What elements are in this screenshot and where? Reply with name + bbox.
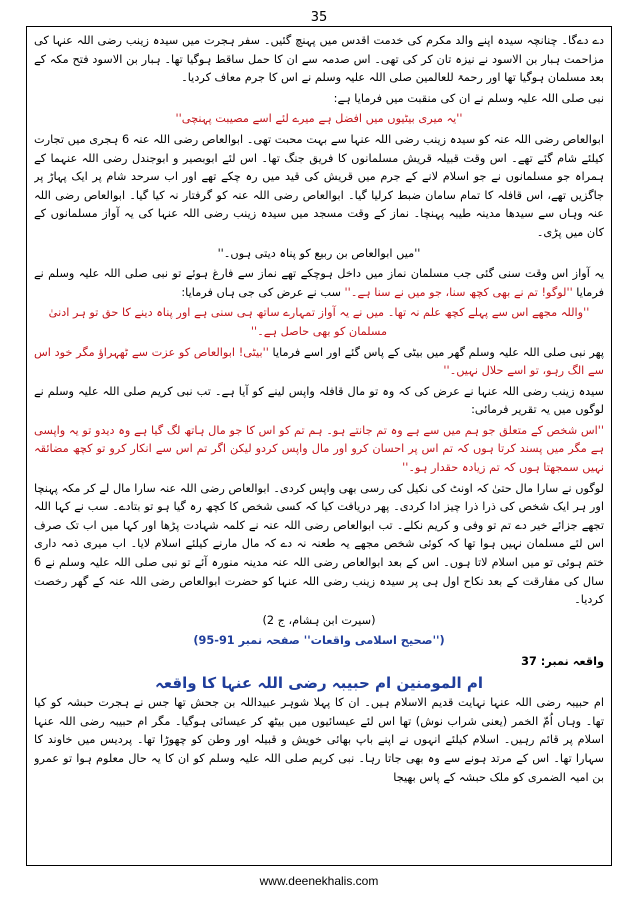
page-number: 35: [310, 10, 328, 25]
paragraph-abul-aas-islam: لوگوں نے سارا مال حتیٰ کہ اونٹ کی نکیل کی رسی بھی واپس کردی۔ ابوالعاص رضی اللہ عنہ سارا مال لے کر مکہ پہنچا اور ہر ایک شخص کی ذرا ذرا چیز ادا کردی۔ پھر دریافت کیا کہ کسی شخص کا کچھ رہ گیا ہو تو بتادے۔ سب نے کہا اللہ تجھے جزائے خیر دے تم تو وفی و کریم نکلے۔ تب ابوالعاص رضی اللہ عنہ نے کلمہ شہادت پڑھا اور کہا میں اب تک صرف اس لئے مسلمان نہیں ہوا تھا کہ کوئی شخص مجھے یہ طعنہ نہ دے کہ مال مارنے کیلئے اسلام لایا۔ اب میری ذمہ داری ختم ہوئی تو میں اسلام لاتا ہوں۔ اس کے بعد ابوالعاص رضی اللہ عنہ مدینہ منورہ آئے تو نبی صلی اللہ علیہ وسلم نے 6 سال کی مفارقت کے بعد نکاح اول ہی پر سیدہ زینب رضی اللہ عنہا کو حضرت ابوالعاص رضی اللہ عنہ کے گھر رخصت کردیا۔: [34, 481, 604, 607]
hadith-quote-speech: ''اس شخص کے متعلق جو ہم میں سے ہے وہ تم جانتے ہو۔ ہم تم کو اس کا جو مال ہاتھ لگ گیا ہے وہ دیدو تو یہ واپسی ہے مگر میں پسند کرتا ہوں کہ تم اس پر احسان کرو اور مال واپس کردو لیکن اگر تم اس سے انکار کرو تو کچھ مضائقہ نہیں سمجھتا ہوں کہ تم زیادہ حقدار ہو۔'': [34, 423, 604, 475]
para5-text-a: پھر نبی صلی اللہ علیہ وسلم گھر میں بیٹی کے پاس گئے اور اسے فرمایا: [268, 345, 604, 359]
incident-number: واقعہ نمبر: 37: [521, 655, 604, 668]
article-body: [34, 32, 604, 860]
para5-red-quote: ''بیٹی! ابوالعاص کو عزت سے ٹھہراؤ مگر خود اس سے الگ رہو، تو اسے حلال نہیں۔'': [34, 345, 604, 378]
paragraph-zainab-hijrah: دے دےگا۔ چنانچہ سیدہ اپنے والد مکرم کی خدمت اقدس میں پہنچ گئیں۔ سفر ہجرت میں سیدہ زینب رضی اللہ عنہا کی مزاحمت ہبار بن الاسود نے نیزہ تان کر کی تھی۔ اس صدمہ سے ان کا حمل ساقط ہوگیا تھا۔ ہبار بن الاسود فتح مکہ کے بعد مسلمان ہوگیا تھا اور رحمۃ للعالمین صلی اللہ علیہ وسلم نے اس کا جرم معاف کردیا۔: [34, 34, 604, 85]
paragraph-abul-aas-caravan: ابوالعاص رضی اللہ عنہ کو سیدہ زینب رضی اللہ عنہا سے بہت محبت تھی۔ ابوالعاص رضی اللہ عنہ 6 ہجری میں تجارت کیلئے شام گئے تھے۔ اس وقت قبیلہ قریش مسلمانوں کا فریق جنگ تھا۔ اس لئے ابوبصیر و ابوجندل رضی اللہ عنہما کے ہمراہ جو مسلمانوں نے جو اسلام لانے کے جرم میں قریش کی قید میں رہ چکے تھے اور اب سرحد شام پر ایک پہاڑ پر جاگزیں تھے، اس قافلہ کا تمام سامان ضبط کرلیا گیا۔ ابوالعاص رضی اللہ عنہ کو گرفتار نہ کیا گیا۔ ابوالعاص رضی اللہ عنہ وہاں سے سیدھا مدینہ طیبہ پہنچا۔ نماز کے وقت مسجد میں سیدہ زینب رضی اللہ عنہا کی یہ آواز مسلمانوں کے کان میں پڑی۔: [34, 132, 604, 239]
source-sahih-islami-waqiat: (''صحیح اسلامی واقعات'' صفحہ نمبر 91-95): [193, 634, 445, 648]
quote-refuge: ''میں ابوالعاص بن ربیع کو پناہ دیتی ہوں۔'': [217, 246, 421, 260]
paragraph-prayer-announcement: [34, 265, 604, 302]
hadith-quote-best-daughter: ''یہ میری بیٹیوں میں افضل ہے میرے لئے اسے مصیبت پہنچی'': [175, 112, 463, 126]
section-heading: ام المومنین ام حبیبہ رضی اللہ عنہا کا واقعہ: [155, 673, 483, 692]
para4-text-b: سب نے عرض کی جی ہاں فرمایا:: [181, 285, 345, 299]
hadith-quote-refuge-right: ''واللہ مجھے اس سے پہلے کچھ علم نہ تھا۔ میں نے یہ آواز تمہارے ساتھ ہی سنی ہے اور پناہ دینے کا حق تو ہر ادنیٰ مسلمان کو بھی حاصل ہے۔'': [48, 306, 590, 338]
footer-website: www.deenekhalis.com: [259, 874, 379, 888]
paragraph-zainab-request: سیدہ زینب رضی اللہ عنہا نے عرض کی کہ وہ تو مال قافلہ واپس لینے کو آیا ہے۔ تب نبی کریم صلی اللہ علیہ وسلم نے لوگوں میں یہ تقریر فرمائی:: [34, 384, 604, 417]
paragraph-umm-habiba: ام حبیبہ رضی اللہ عنہا نہایت قدیم الاسلام ہیں۔ ان کا پہلا شوہر عبیداللہ بن جحش تھا جس نے ہجرت حبشہ کو کیا تھا۔ وہاں اُمّ الخمر (یعنی شراب نوش) تھا اس لئے عیسائیوں میں بیٹھ کر عیسائی ہوگیا۔ مگر ام حبیبہ رضی اللہ عنہا اسلام پر قائم رہیں۔ اسلام کیلئے انہوں نے اپنے باپ بھائی خویش و قبیلہ اور وطن کو چھوڑا تھا۔ پردیس میں خاوند کا سہارا تھا۔ اس کے مرتد ہونے سے وہ بھی جاتا رہا۔ نبی کریم صلی اللہ علیہ وسلم کو ان کا یہ حال معلوم ہوا تو عمرو بن امیہ الضمری کو ملک حبشہ کے پاس بھیجا: [34, 696, 604, 784]
para4-red-quote: ''لوگو! تم نے بھی کچھ سنا، جو میں نے سنا ہے۔'': [344, 285, 573, 299]
para4-text-a: یہ آواز اس وقت سنی گئی جب مسلمان نماز میں داخل ہوچکے تھے نماز سے فارغ ہوئے تو نبی صلی اللہ علیہ وسلم نے فرمایا: [34, 267, 604, 299]
source-seerat-ibn-hisham: (سیرت ابن ہشام، ج 2): [262, 613, 376, 627]
paragraph-prophet-to-daughter: [34, 344, 604, 381]
paragraph-prophet-praise: نبی صلی اللہ علیہ وسلم نے ان کی منقبت میں فرمایا ہے:: [333, 91, 604, 105]
